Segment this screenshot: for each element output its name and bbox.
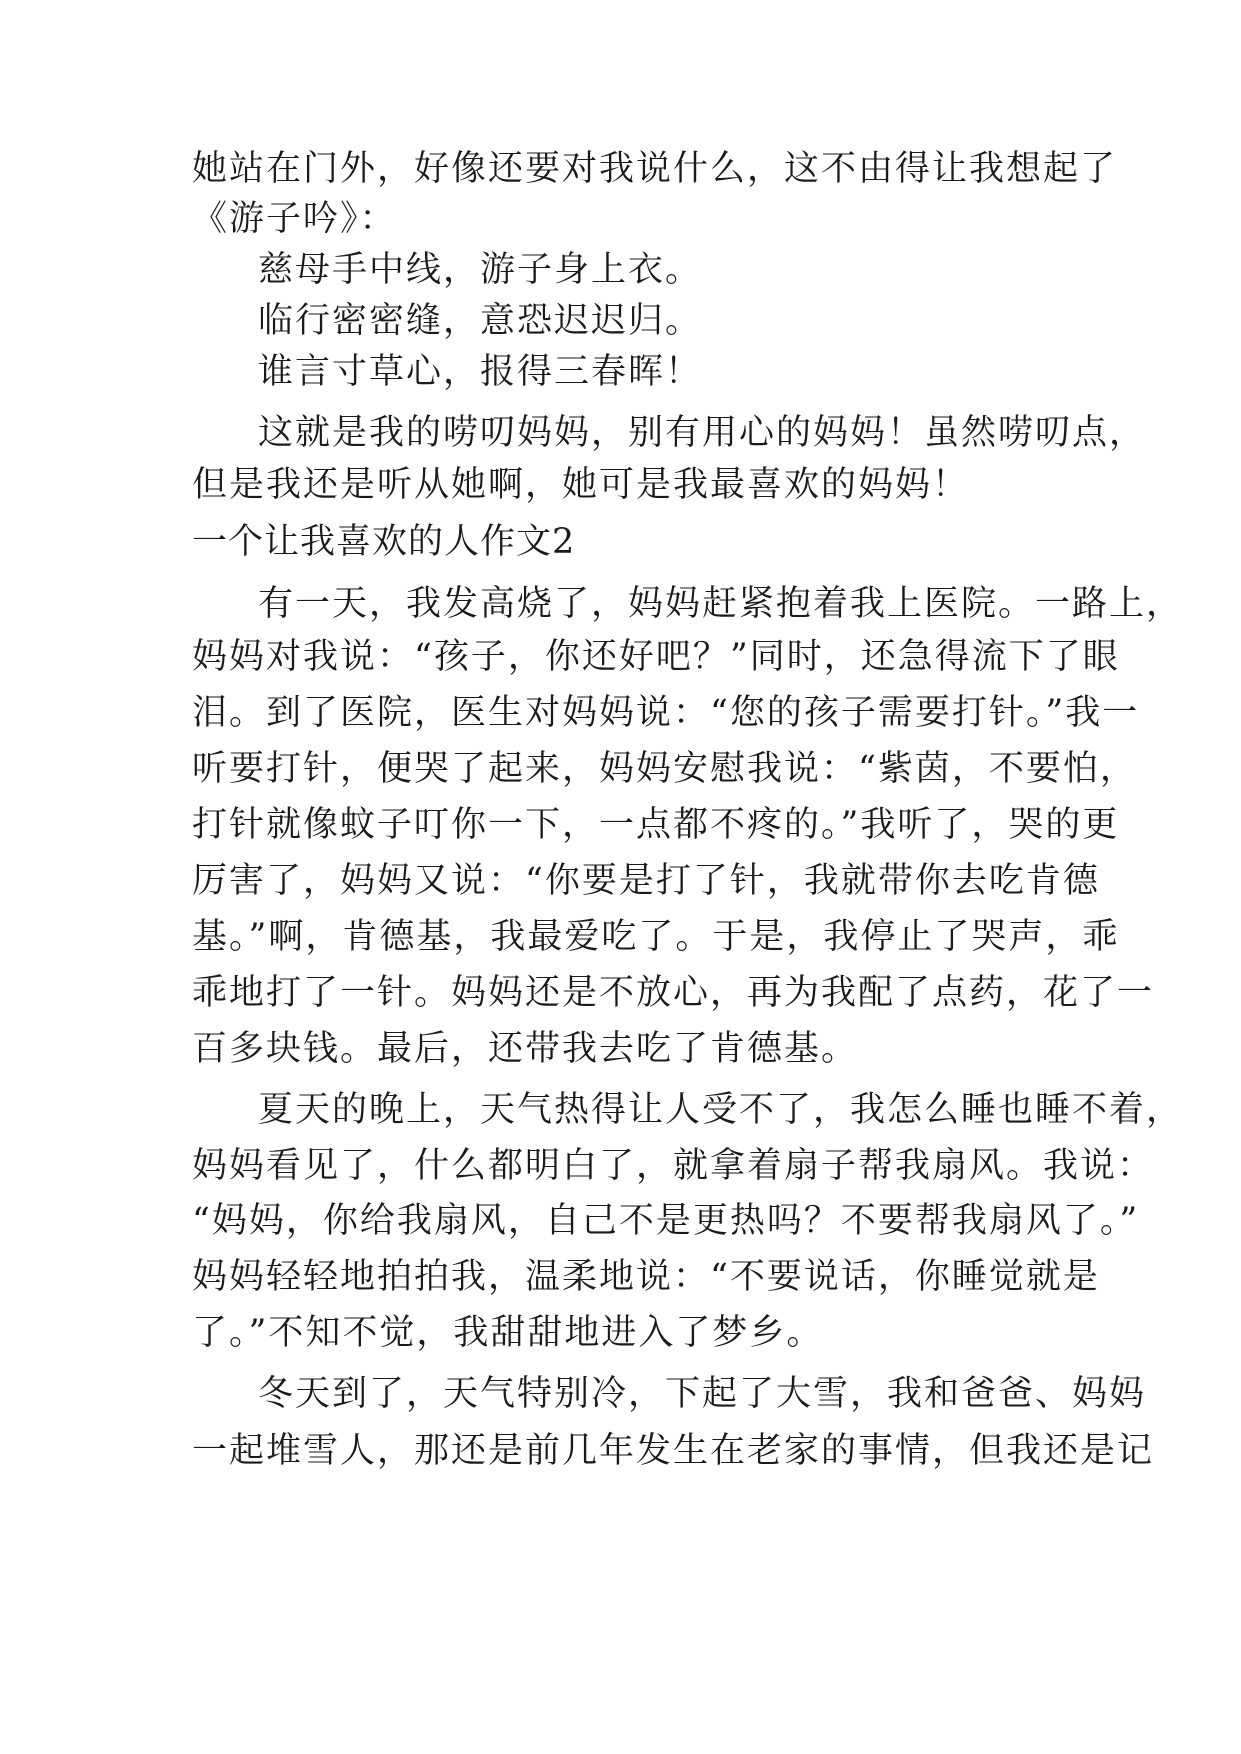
text-line: 《游子吟》： <box>192 199 397 239</box>
paragraph-first-line: 这就是我的唠叨妈妈，别有用心的妈妈！虽然唠叨点， <box>258 413 1147 453</box>
text-line: 基。”啊，肯德基，我最爱吃了。于是，我停止了哭声，乖 <box>192 917 1120 957</box>
text-line: “妈妈，你给我扇风，自己不是更热吗？不要帮我扇风了。” <box>192 1201 1140 1241</box>
text-line: 妈妈对我说：“孩子，你还好吧？”同时，还急得流下了眼 <box>192 637 1120 677</box>
poem-line: 慈母手中线，游子身上衣。 <box>258 250 703 290</box>
paragraph-first-line: 有一天，我发高烧了，妈妈赶紧抱着我上医院。一路上， <box>258 584 1184 624</box>
poem-line: 临行密密缝，意恐迟迟归。 <box>258 301 703 341</box>
paragraph-first-line: 冬天到了，天气特别冷，下起了大雪，我和爸爸、妈妈 <box>258 1374 1147 1414</box>
text-line: 乖地打了一针。妈妈还是不放心，再为我配了点药，花了一 <box>192 973 1155 1013</box>
text-line: 打针就像蚊子叮你一下，一点都不疼的。”我听了，哭的更 <box>192 805 1120 845</box>
text-line: 妈妈轻轻地拍拍我，温柔地说：“不要说话，你睡觉就是 <box>192 1257 1100 1297</box>
text-line: 泪。到了医院，医生对妈妈说：“您的孩子需要打针。”我一 <box>192 693 1140 733</box>
poem-line: 谁言寸草心，报得三春晖！ <box>258 352 703 392</box>
text-line: 厉害了，妈妈又说：“你要是打了针，我就带你去吃肯德 <box>192 861 1100 901</box>
paragraph-first-line: 夏天的晚上，天气热得让人受不了，我怎么睡也睡不着， <box>258 1090 1184 1130</box>
text-line: 一起堆雪人，那还是前几年发生在老家的事情，但我还是记 <box>192 1431 1155 1471</box>
text-line: 了。”不知不觉，我甜甜地进入了梦乡。 <box>192 1313 824 1353</box>
text-line: 百多块钱。最后，还带我去吃了肯德基。 <box>192 1029 859 1069</box>
text-line: 她站在门外，好像还要对我说什么，这不由得让我想起了 <box>192 149 1118 189</box>
section-heading: 一个让我喜欢的人作文2 <box>192 522 576 562</box>
text-line: 妈妈看见了，什么都明白了，就拿着扇子帮我扇风。我说： <box>192 1146 1155 1186</box>
text-line: 听要打针，便哭了起来，妈妈安慰我说：“紫茵，不要怕， <box>192 749 1137 789</box>
text-line: 但是我还是听从她啊，她可是我最喜欢的妈妈！ <box>192 465 970 505</box>
